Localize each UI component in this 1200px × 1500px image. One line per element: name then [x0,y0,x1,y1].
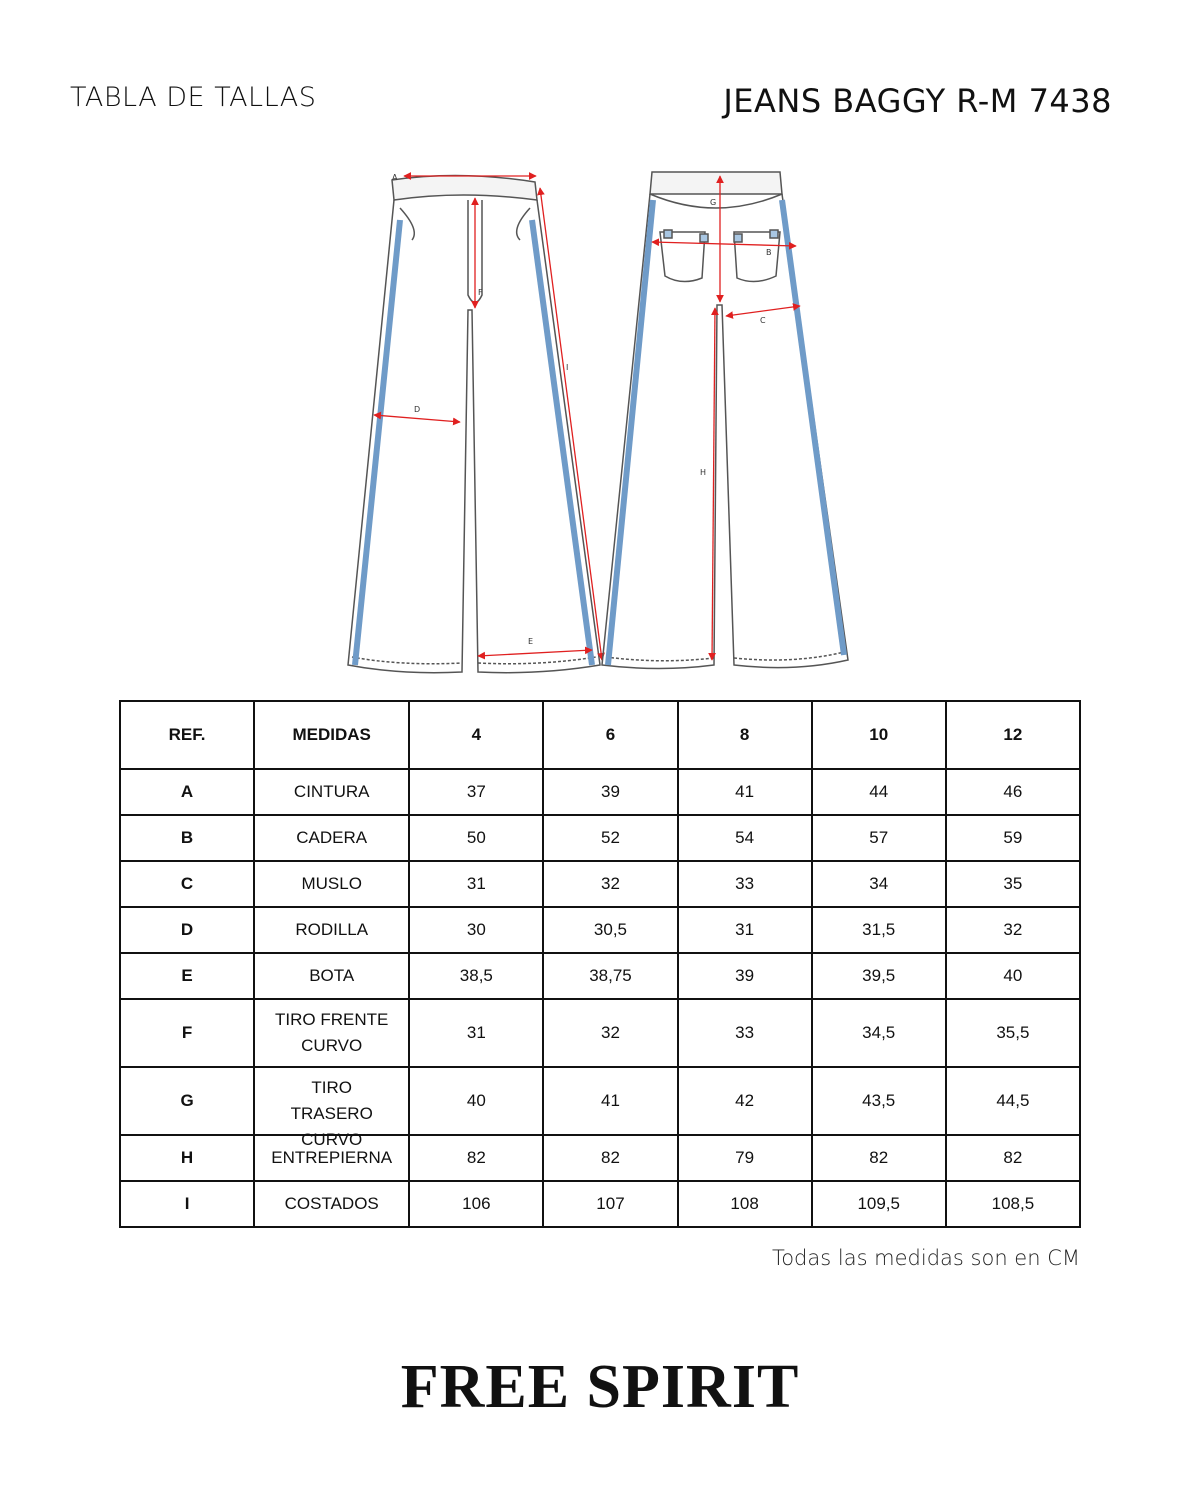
label-e: E [528,637,534,646]
row-value: 41 [678,769,812,815]
row-value: 54 [678,815,812,861]
table-header-row [120,701,1080,769]
row-ref: A [120,769,254,815]
row-value: 82 [409,1135,543,1181]
row-measure [254,1067,409,1149]
row-value: 38,75 [543,953,677,999]
col-header-size-8: 8 [678,701,812,769]
row-value: 50 [409,815,543,861]
table-row [120,999,1080,1067]
row-value: 30 [409,907,543,953]
table-row [120,769,1080,815]
units-note: Todas las medidas son en CM [771,1246,1080,1270]
table-row [120,861,1080,907]
row-measure: CINTURA [254,769,409,815]
row-ref: B [120,815,254,861]
row-value: 108,5 [946,1181,1080,1227]
table-row [120,1181,1080,1227]
label-c: C [760,316,766,325]
row-value: 39 [543,769,677,815]
front-stripe-left [355,220,400,665]
row-value: 33 [678,861,812,907]
back-stripe-left [608,200,653,665]
table-row [120,907,1080,953]
front-measure-lines [374,176,602,660]
brand-logo: FREE SPIRIT [400,1353,800,1421]
row-value: 33 [678,999,812,1067]
label-f: F [478,288,483,297]
row-measure-text: TIRO TRASERO CURVO [290,1078,373,1149]
row-value: 40 [946,953,1080,999]
label-h: H [700,468,707,477]
row-measure: COSTADOS [254,1181,409,1227]
row-ref: D [120,907,254,953]
row-ref: F [120,999,254,1067]
row-value: 106 [409,1181,543,1227]
row-value: 31 [409,999,543,1067]
col-header-size-12: 12 [946,701,1080,769]
col-header-size-4: 4 [409,701,543,769]
row-value: 31 [678,907,812,953]
row-value: 38,5 [409,953,543,999]
row-value: 32 [946,907,1080,953]
row-measure: BOTA [254,953,409,999]
row-value: 57 [812,815,946,861]
table-row [120,1135,1080,1181]
row-value: 42 [678,1067,812,1135]
size-chart-title: TABLA DE TALLAS [70,82,317,113]
col-header-size-6: 6 [543,701,677,769]
row-value: 79 [678,1135,812,1181]
row-measure: TIRO FRENTE CURVO [254,999,409,1067]
jeans-technical-drawing [330,160,870,685]
row-value: 39 [678,953,812,999]
back-stripe-right [782,200,844,655]
row-value: 40 [409,1067,543,1135]
label-a: A [392,173,398,182]
table-row [120,953,1080,999]
row-measure: MUSLO [254,861,409,907]
row-value: 82 [946,1135,1080,1181]
product-title: JEANS BAGGY R-M 7438 [723,82,1112,120]
row-ref: C [120,861,254,907]
row-value: 37 [409,769,543,815]
row-ref: H [120,1135,254,1181]
row-value: 34,5 [812,999,946,1067]
row-value: 44 [812,769,946,815]
row-value: 107 [543,1181,677,1227]
row-value: 52 [543,815,677,861]
row-value: 35,5 [946,999,1080,1067]
row-value: 41 [543,1067,677,1135]
table-row [120,1067,1080,1135]
col-header-medidas: MEDIDAS [254,701,409,769]
label-i: I [566,363,569,372]
label-d: D [414,405,421,414]
row-ref: E [120,953,254,999]
row-value: 44,5 [946,1067,1080,1135]
table-row [120,815,1080,861]
row-value: 34 [812,861,946,907]
front-stripe-right [532,220,592,665]
row-value: 30,5 [543,907,677,953]
row-value: 31 [409,861,543,907]
row-value: 46 [946,769,1080,815]
row-value: 109,5 [812,1181,946,1227]
row-value: 31,5 [812,907,946,953]
row-ref: G [120,1067,254,1135]
label-b: B [766,248,772,257]
row-value: 59 [946,815,1080,861]
col-header-ref: REF. [120,701,254,769]
row-value: 82 [812,1135,946,1181]
row-value: 32 [543,999,677,1067]
row-value: 43,5 [812,1067,946,1135]
size-table [119,700,1081,1228]
row-measure: ENTREPIERNA [254,1135,409,1181]
row-value: 35 [946,861,1080,907]
label-g: G [710,198,717,207]
row-ref: I [120,1181,254,1227]
row-measure: CADERA [254,815,409,861]
col-header-size-10: 10 [812,701,946,769]
row-value: 32 [543,861,677,907]
row-value: 108 [678,1181,812,1227]
row-measure: RODILLA [254,907,409,953]
row-value: 82 [543,1135,677,1181]
row-value: 39,5 [812,953,946,999]
